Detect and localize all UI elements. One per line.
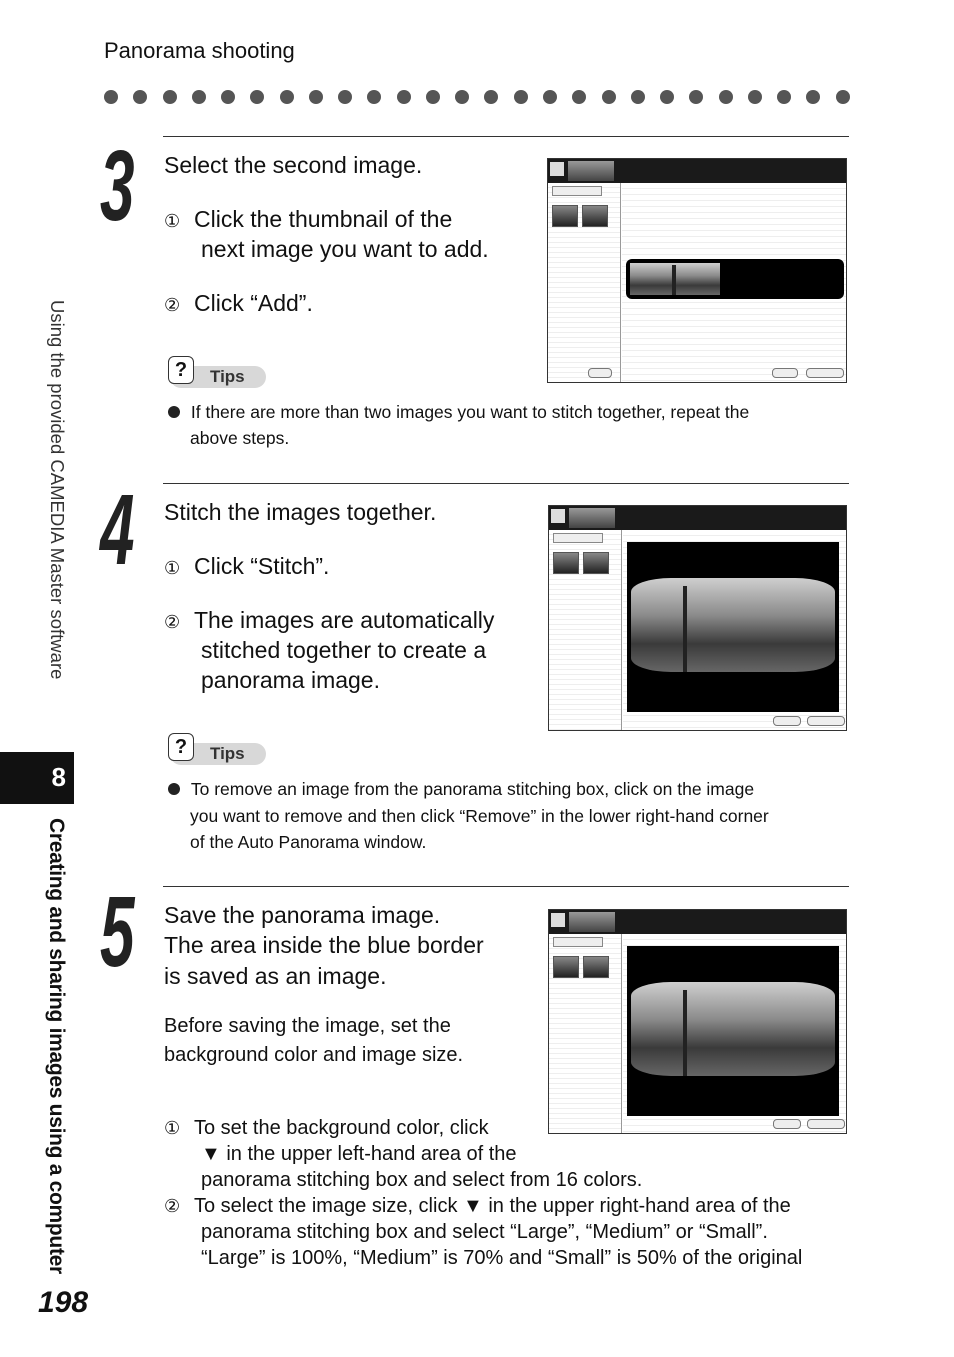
step-item-cont: panorama stitching box and select “Large”, “Medium” or “Small”. <box>201 1221 768 1243</box>
step-rule <box>163 483 849 484</box>
screenshot-stitched <box>548 505 847 731</box>
step-rule <box>163 886 849 887</box>
chapter-number: 8 <box>51 762 66 792</box>
side-running-text: Using the provided CAMEDIA Master software <box>47 300 68 680</box>
chapter-tab <box>0 752 74 804</box>
step-item-cont: stitched together to create a <box>201 637 487 663</box>
step-item-cont: ▼ in the upper left-hand area of the <box>201 1143 517 1165</box>
step-item: ② To select the image size, click ▼ in the upper right-hand area of the <box>164 1195 791 1217</box>
screenshot-save <box>548 909 847 1134</box>
question-icon: ? <box>168 356 194 384</box>
step-item-cont: “Large” is 100%, “Medium” is 70% and “Small” is 50% of the original <box>201 1247 803 1269</box>
step-item: ② Click “Add”. <box>164 290 313 316</box>
step-number: 5 <box>100 876 135 988</box>
step-number: 3 <box>100 130 135 242</box>
step-subtext: Before saving the image, set the <box>164 1015 451 1037</box>
bullet-icon <box>168 783 180 795</box>
step-heading: Save the panorama image. <box>164 902 441 928</box>
screenshot-add-image <box>547 158 847 383</box>
step-heading: Stitch the images together. <box>164 499 437 525</box>
step-heading: Select the second image. <box>164 152 423 178</box>
step-subtext: background color and image size. <box>164 1044 464 1066</box>
tip-text-cont: above steps. <box>190 428 290 448</box>
step-heading-cont: is saved as an image. <box>164 963 387 989</box>
step-item-cont: panorama image. <box>201 667 380 693</box>
tip-text: To remove an image from the panorama stitching box, click on the image <box>168 776 754 802</box>
step-item-cont: next image you want to add. <box>201 236 489 262</box>
step-number: 4 <box>100 474 135 586</box>
dot-divider <box>104 90 850 106</box>
tip-text: If there are more than two images you want to stitch together, repeat the <box>168 399 749 425</box>
step-item: ① To set the background color, click <box>164 1117 489 1139</box>
step-heading-cont: The area inside the blue border <box>164 932 484 958</box>
tips-badge: ? Tips <box>170 366 266 388</box>
step-item: ① Click the thumbnail of the <box>164 206 453 232</box>
tips-badge: ? Tips <box>170 743 266 765</box>
step-item: ② The images are automatically <box>164 607 495 633</box>
question-icon: ? <box>168 733 194 761</box>
bullet-icon <box>168 406 180 418</box>
step-item-cont: panorama stitching box and select from 16 colors. <box>201 1169 643 1191</box>
step-item: ① Click “Stitch”. <box>164 553 330 579</box>
running-header: Panorama shooting <box>104 38 295 63</box>
tip-text-cont: you want to remove and then click “Remove” in the lower right-hand corner <box>190 806 769 826</box>
page-number: 198 <box>38 1286 89 1319</box>
tip-text-cont: of the Auto Panorama window. <box>190 832 427 852</box>
step-rule <box>163 136 849 137</box>
